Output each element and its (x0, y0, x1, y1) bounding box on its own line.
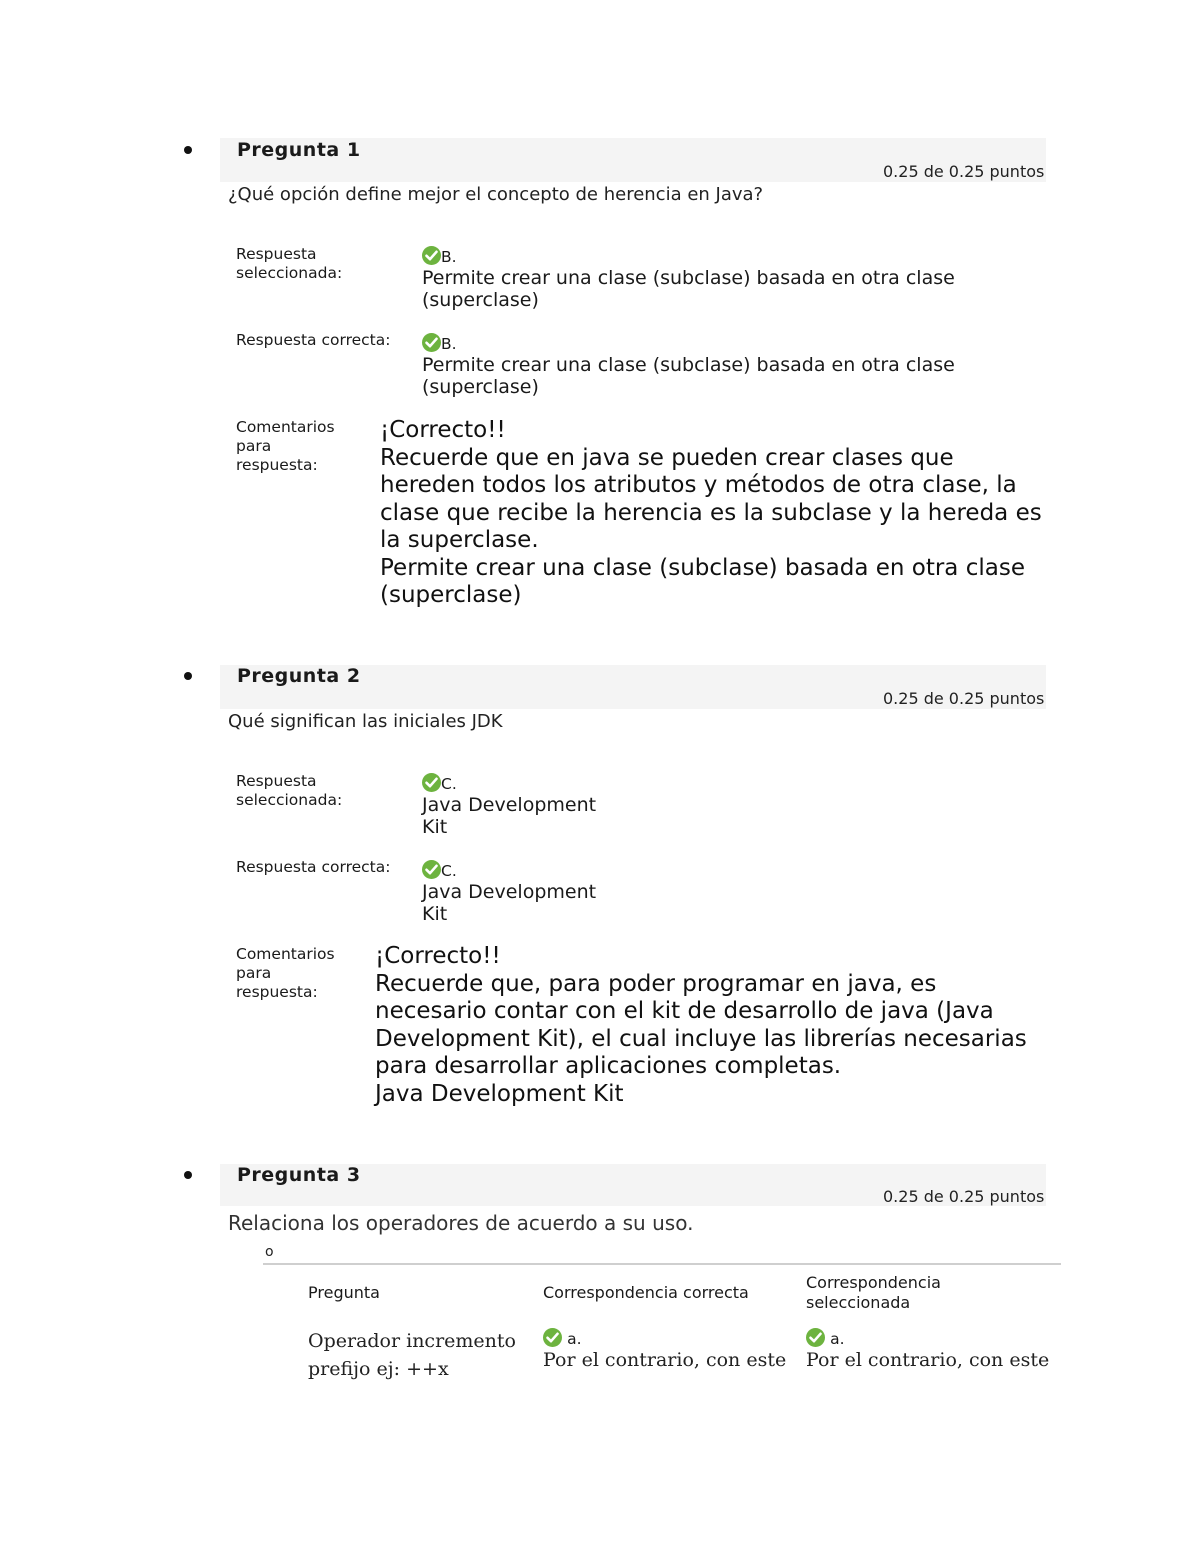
answer-letter: C. (441, 862, 457, 880)
selected-answer-label: Respuesta seleccionada: (236, 245, 343, 282)
check-icon (422, 333, 441, 352)
question-text: Relaciona los operadores de acuerdo a su uso. (228, 1211, 694, 1235)
feedback (380, 417, 1052, 610)
feedback-heading: ¡Correcto!! (375, 943, 501, 969)
list-bullet (184, 672, 192, 680)
question-title: Pregunta 1 (237, 139, 361, 161)
feedback-answer: Permite crear una clase (subclase) basada en otra clase (superclase) (380, 554, 1025, 608)
answer-letter: B. (441, 335, 457, 353)
table-cell-correct (543, 1328, 793, 1374)
answer-letter: C. (441, 775, 457, 793)
answer-text: Permite crear una clase (subclase) basada en otra clase (superclase) (422, 354, 955, 398)
check-icon (806, 1328, 825, 1347)
list-marker: o (265, 1244, 274, 1260)
question-points: 0.25 de 0.25 puntos (883, 1187, 1045, 1206)
correct-answer-label: Respuesta correcta: (236, 331, 391, 349)
answer-letter: a. (567, 1330, 582, 1348)
feedback-answer: Java Development Kit (375, 1080, 624, 1107)
question-points: 0.25 de 0.25 puntos (883, 689, 1045, 708)
comments-label: Comentarios para respuesta: (236, 945, 335, 1001)
question-text: ¿Qué opción define mejor el concepto de herencia en Java? (228, 184, 764, 205)
answer-text: Java Development Kit (422, 881, 597, 925)
table-divider (263, 1263, 1061, 1265)
question-title: Pregunta 2 (237, 665, 361, 687)
answer-text: Por el contrario, con este (543, 1349, 787, 1371)
selected-answer (422, 773, 622, 838)
check-icon (422, 246, 441, 265)
comments-label: Comentarios para respuesta: (236, 418, 335, 474)
table-header-question: Pregunta (308, 1283, 380, 1302)
correct-answer (422, 333, 1022, 398)
correct-answer (422, 860, 622, 925)
table-header-correct: Correspondencia correcta (543, 1283, 749, 1302)
selected-answer-label: Respuesta seleccionada: (236, 772, 343, 809)
question-title: Pregunta 3 (237, 1164, 361, 1186)
question-points: 0.25 de 0.25 puntos (883, 162, 1045, 181)
answer-text: Java Development Kit (422, 794, 597, 838)
check-icon (543, 1328, 562, 1347)
check-icon (422, 773, 441, 792)
selected-answer (422, 246, 1022, 311)
answer-letter: a. (830, 1330, 845, 1348)
feedback (375, 943, 1055, 1108)
table-cell-selected (806, 1328, 1056, 1374)
answer-letter: B. (441, 248, 457, 266)
table-cell-question: Operador incremento prefijo ej: ++x (308, 1330, 516, 1380)
list-bullet (184, 1171, 192, 1179)
check-icon (422, 860, 441, 879)
correct-answer-label: Respuesta correcta: (236, 858, 391, 876)
feedback-body: Recuerde que, para poder programar en java, es necesario contar con el kit de desarrollo de java (Java Development Kit), el cual incluye las librerías necesarias para desarrollar aplicaciones completas. (375, 970, 1027, 1079)
answer-text: Permite crear una clase (subclase) basada en otra clase (superclase) (422, 267, 955, 311)
question-text: Qué significan las iniciales JDK (228, 711, 503, 732)
feedback-body: Recuerde que en java se pueden crear clases que hereden todos los atributos y métodos de otra clase, la clase que recibe la herencia es la subclase y la hereda es la superclase. (380, 444, 1042, 553)
list-bullet (184, 146, 192, 154)
table-header-selected: Correspondencia seleccionada (806, 1273, 941, 1312)
answer-text: Por el contrario, con este (806, 1349, 1050, 1371)
feedback-heading: ¡Correcto!! (380, 417, 506, 443)
